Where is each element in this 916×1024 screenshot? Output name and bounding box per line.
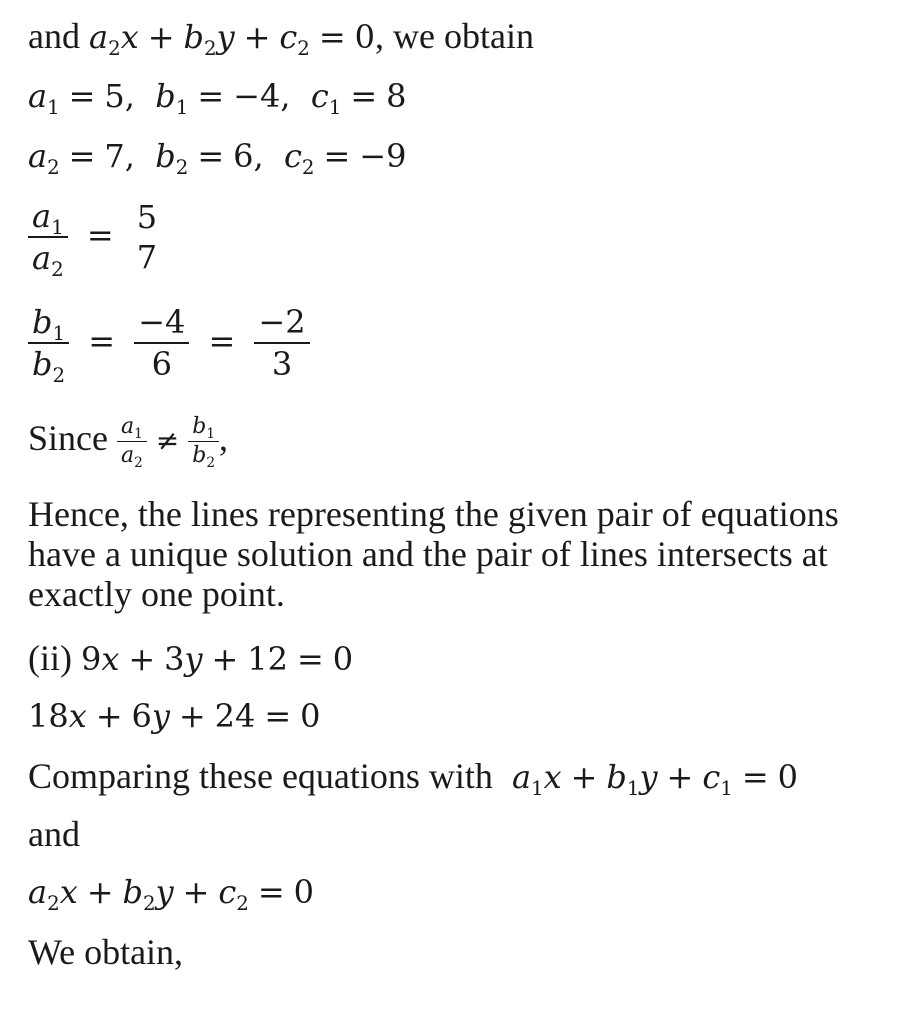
we-obtain-final: We obtain,: [28, 932, 184, 972]
ratio-a: $\frac{a_1}{a_2}$ = 5 7: [28, 200, 161, 274]
we-obtain-text: , we obtain: [374, 16, 534, 56]
ratio-a-value: 5 7: [136, 198, 158, 276]
since-label: Since: [28, 417, 108, 458]
equation-second-general: $a_2x + b_2y + c_2 = 0$: [88, 18, 375, 60]
comparing-line: Comparing these equations with $a_1x + b_1y + c_1 = 0$: [28, 756, 798, 800]
a2-value: 7: [104, 137, 125, 175]
ratio-b-simplified: $\frac{-2}{3}$: [254, 306, 309, 380]
comparing-text: Comparing these equations with: [28, 756, 493, 796]
ratio-b-symbolic: $\frac{b_1}{b_2}$: [28, 306, 69, 380]
b2-value: 6: [233, 137, 254, 175]
coefficients-second: $a_2 = 7$, $b_2 = 6$, $c_2 = -9$: [28, 137, 407, 179]
ratio-a-symbolic: $\frac{a_1}{a_2}$: [28, 200, 68, 274]
ratio-b-value: $\frac{-4}{6}$: [134, 306, 189, 380]
part-ii-label: (ii): [28, 638, 72, 678]
ratio-b: $\frac{b_1}{b_2}$ = $\frac{-4}{6}$ = $\frac{-2}{3}$: [28, 306, 310, 380]
conclusion-paragraph: Hence, the lines representing the given pair of equations have a unique solution and the pair of lines intersects at exactly one point.: [28, 494, 839, 614]
coefficients-first: $a_1 = 5$, $b_1 = -4$, $c_1 = 8$: [28, 77, 407, 119]
c1-value: 8: [386, 77, 407, 115]
part-ii-equation-one: (ii) 9x + 3y + 12 = 0: [28, 638, 354, 678]
general-form-second-line: [28, 16, 534, 60]
equation-second-general-repeat: $a_2x + b_2y + c_2 = 0$: [28, 873, 314, 915]
and-line: and: [28, 814, 80, 854]
b1-value: −4: [233, 77, 281, 115]
since-line: Since $\frac{a_1}{a_2}$ ≠ $\frac{b_1}{b_2}$ ,: [28, 414, 229, 471]
since-ratio-a: $\frac{a_1}{a_2}$: [117, 416, 147, 467]
and-word: and: [28, 16, 80, 56]
a1-value: 5: [104, 77, 125, 115]
since-ratio-b: $\frac{b_1}{b_2}$: [188, 416, 219, 467]
c2-value: −9: [359, 137, 407, 175]
part-ii-equation-two: 18x + 6y + 24 = 0: [28, 697, 321, 735]
